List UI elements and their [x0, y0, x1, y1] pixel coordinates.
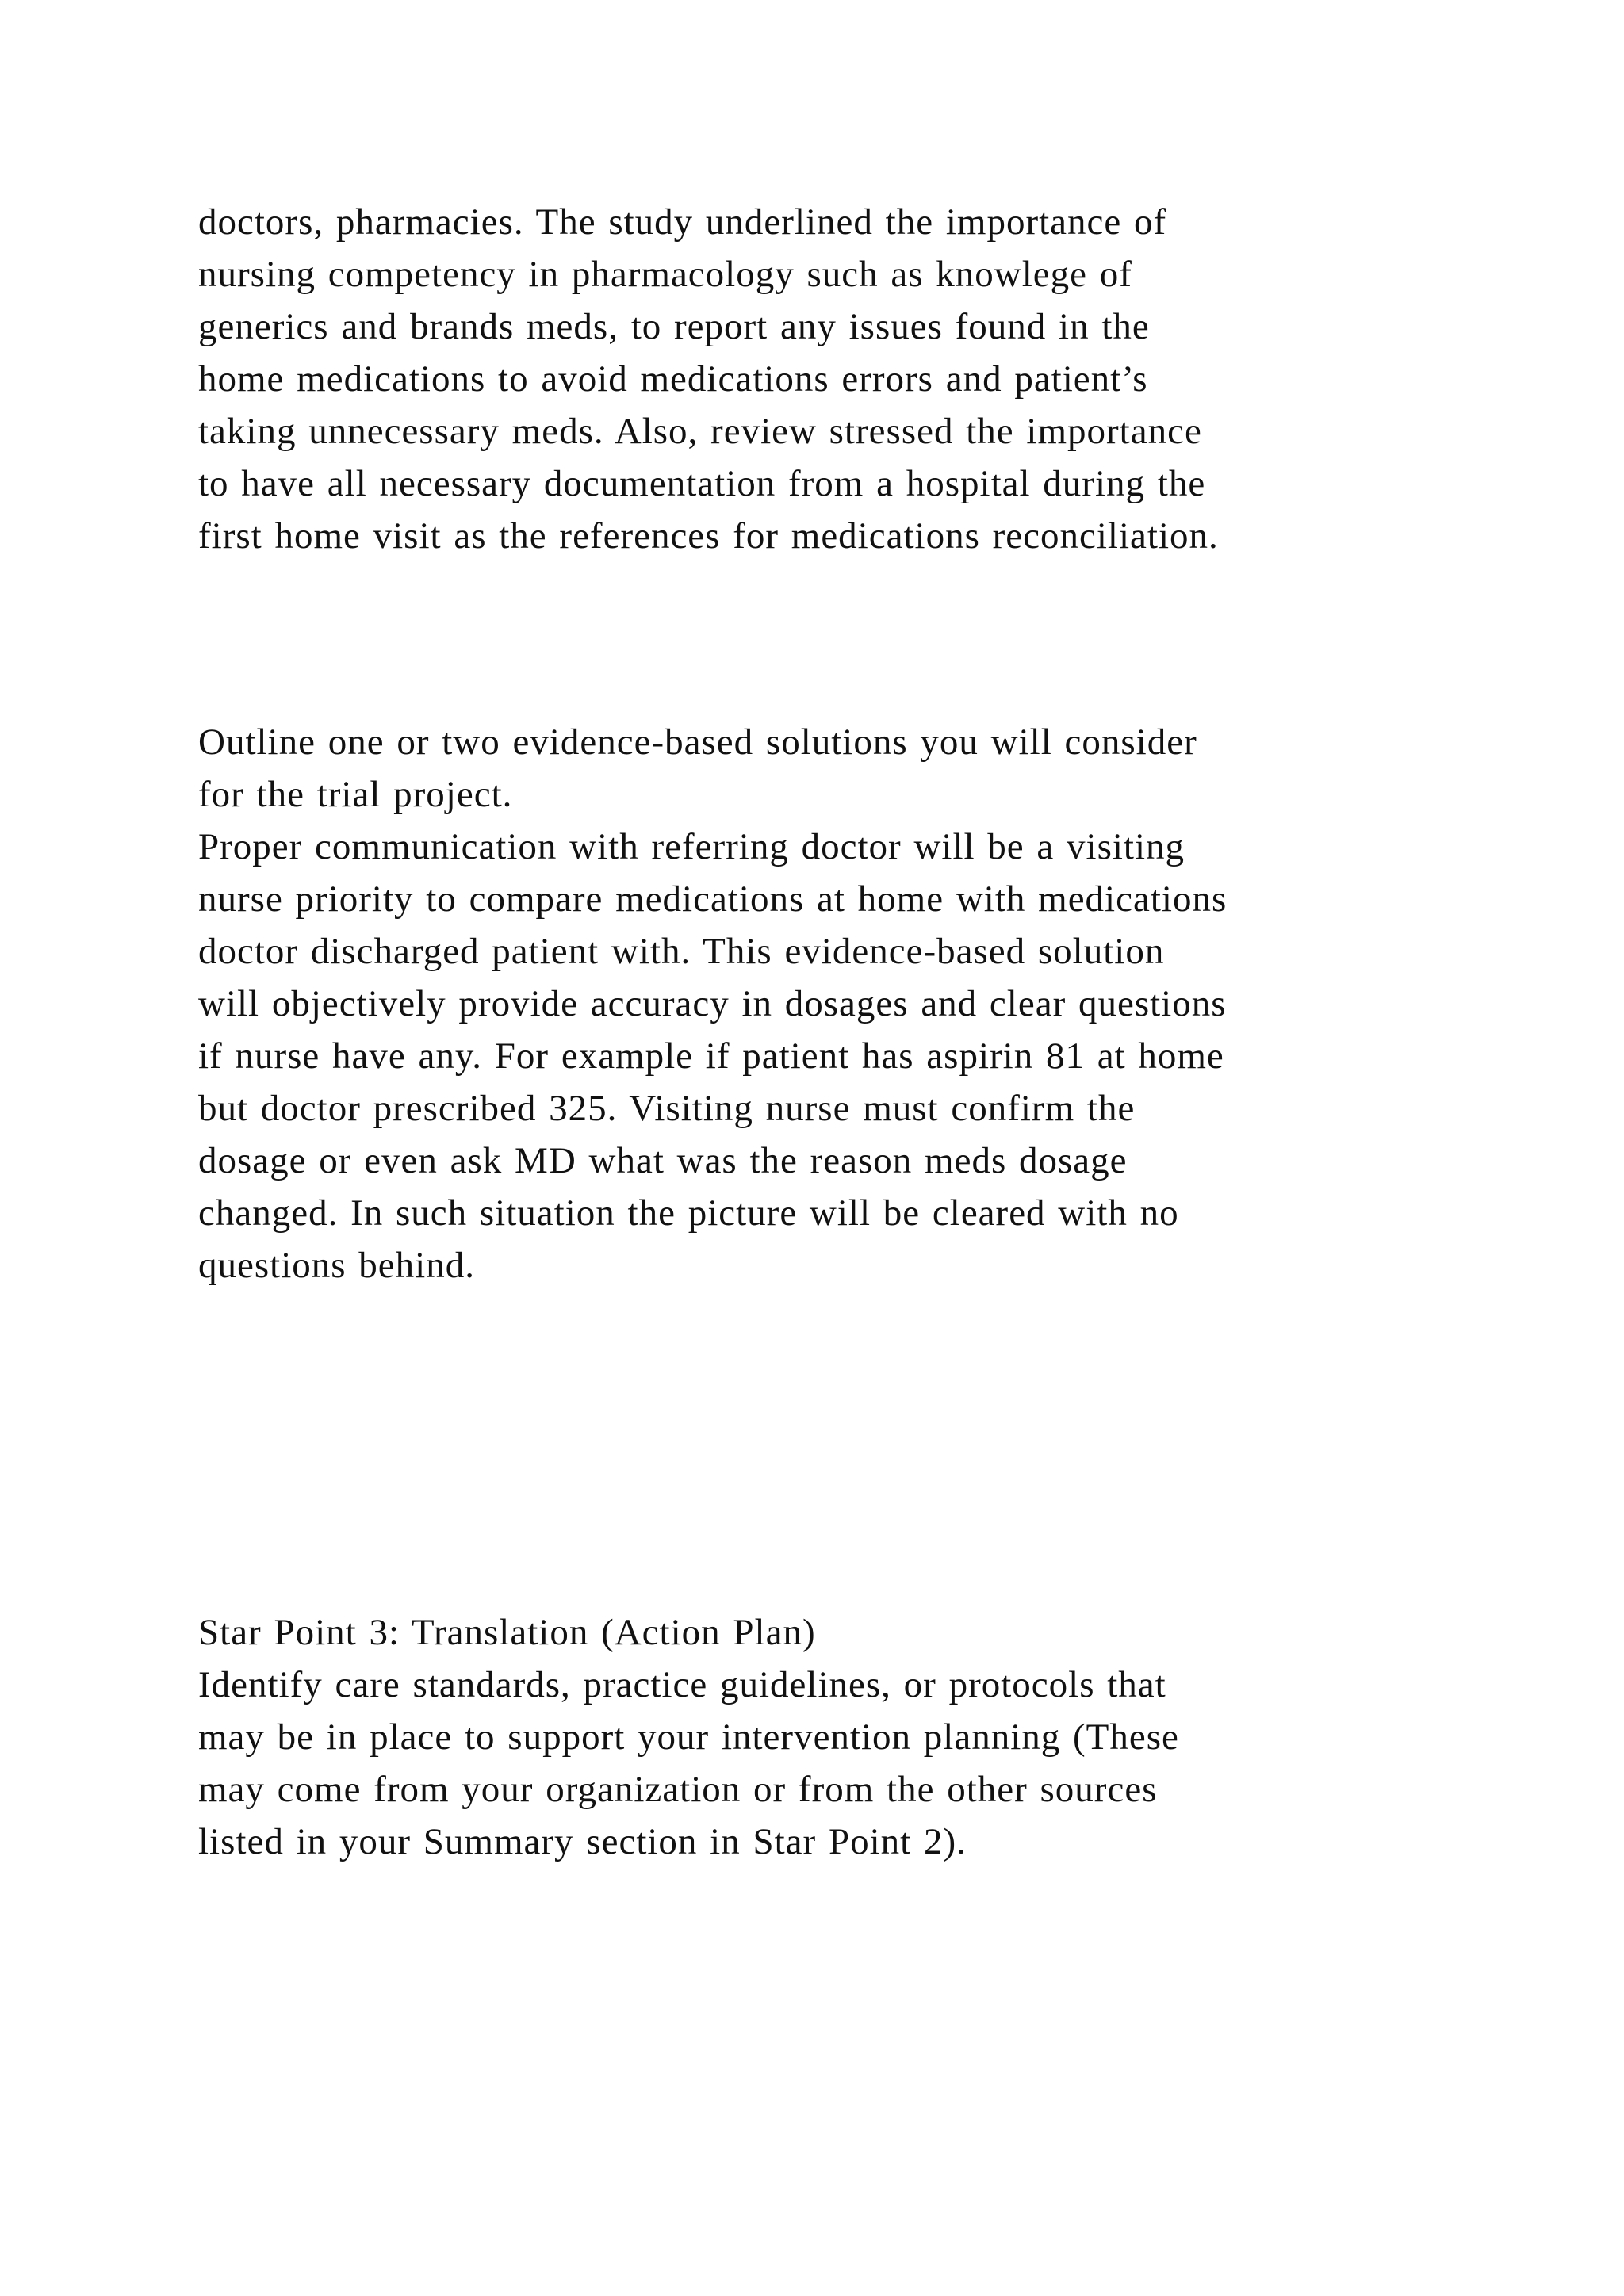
- text-line: home medications to avoid medications errors and patient’s: [198, 358, 1148, 400]
- text-line: listed in your Summary section in Star Point 2).: [198, 1821, 967, 1862]
- text-line: nurse priority to compare medications at home with medications: [198, 878, 1228, 920]
- paragraph-star-point-3: [198, 1606, 1562, 1868]
- text-line: doctor discharged patient with. This evidence-based solution: [198, 931, 1165, 972]
- text-line: for the trial project.: [198, 774, 513, 815]
- paragraph-medication-review: [198, 196, 1562, 562]
- text-line: may be in place to support your intervention planning (These: [198, 1716, 1179, 1758]
- text-line: dosage or even ask MD what was the reason meds dosage: [198, 1140, 1128, 1181]
- text-line: questions behind.: [198, 1245, 475, 1286]
- text-line: will objectively provide accuracy in dosages and clear questions: [198, 983, 1227, 1024]
- text-line: taking unnecessary meds. Also, review stressed the importance: [198, 411, 1202, 452]
- text-line: if nurse have any. For example if patient has aspirin 81 at home: [198, 1035, 1224, 1077]
- text-line: nursing competency in pharmacology such as knowlege of: [198, 254, 1132, 295]
- text-line: to have all necessary documentation from a hospital during the: [198, 463, 1206, 504]
- text-line: Proper communication with referring doctor will be a visiting: [198, 826, 1185, 867]
- text-line: but doctor prescribed 325. Visiting nurse must confirm the: [198, 1088, 1136, 1129]
- text-line: generics and brands meds, to report any issues found in the: [198, 306, 1150, 347]
- text-line: may come from your organization or from the other sources: [198, 1769, 1158, 1810]
- paragraph-evidence-based-solutions: [198, 716, 1562, 1292]
- text-line: first home visit as the references for medications reconciliation.: [198, 515, 1219, 557]
- text-line: changed. In such situation the picture will be cleared with no: [198, 1192, 1179, 1234]
- section-heading: Star Point 3: Translation (Action Plan): [198, 1612, 816, 1653]
- text-line: doctors, pharmacies. The study underlined the importance of: [198, 201, 1167, 243]
- text-line: Identify care standards, practice guidelines, or protocols that: [198, 1664, 1166, 1705]
- text-line: Outline one or two evidence-based solutions you will consider: [198, 721, 1197, 763]
